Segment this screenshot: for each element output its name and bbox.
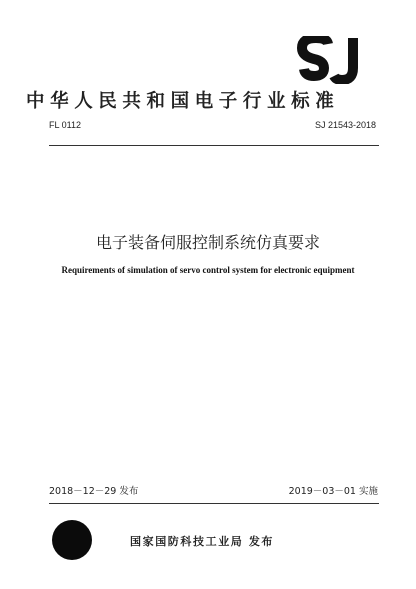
issuing-authority: 国家国防科技工业局 发布 <box>130 535 275 548</box>
issue-date: 2018－12－29 发布 <box>49 486 139 497</box>
industry-standard-title: 中华人民共和国电子行业标准 <box>26 91 340 112</box>
document-title-english: Requirements of simulation of servo control system for electronic equipment <box>61 265 355 275</box>
seal-icon <box>52 520 92 560</box>
document-title-chinese: 电子装备伺服控制系统仿真要求 <box>95 233 320 252</box>
classification-code: FL 0112 <box>49 120 82 130</box>
implementation-date: 2019－03－01 实施 <box>288 486 378 497</box>
sj-logo-icon <box>296 36 366 84</box>
standard-number: SJ 21543-2018 <box>314 120 376 130</box>
footer-divider <box>49 503 379 504</box>
header-divider <box>49 145 379 146</box>
